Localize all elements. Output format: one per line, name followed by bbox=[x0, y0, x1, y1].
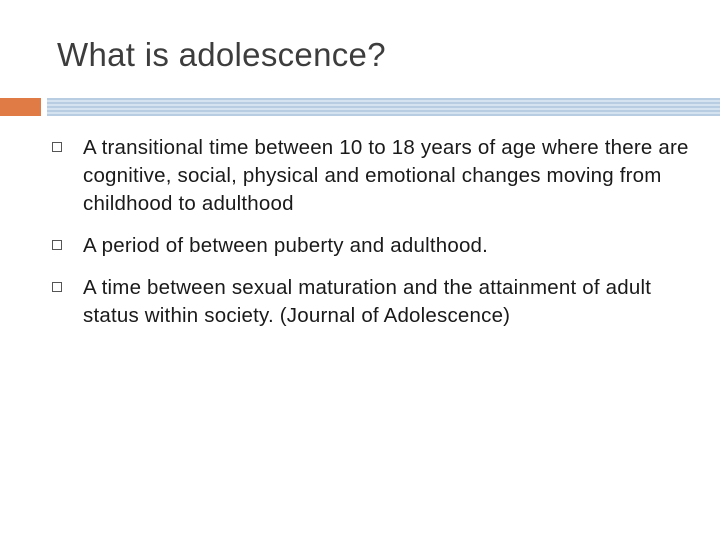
bullet-item bbox=[52, 274, 692, 330]
checkbox-square-icon bbox=[52, 142, 62, 152]
title-rule bbox=[47, 98, 720, 116]
bullet-text: A transitional time between 10 to 18 years of age where there are cognitive, social, physical and emotional changes moving from childhood to adulthood bbox=[83, 136, 689, 215]
bullet-text: A period of between puberty and adulthood. bbox=[83, 234, 489, 257]
checkbox-square-icon bbox=[52, 282, 62, 292]
accent-bar bbox=[0, 98, 41, 116]
slide-title: What is adolescence? bbox=[57, 36, 386, 73]
checkbox-square-icon bbox=[52, 240, 62, 250]
bullet-item bbox=[52, 134, 692, 218]
bullet-list bbox=[52, 134, 692, 344]
bullet-text: A time between sexual maturation and the attainment of adult status within society. (Journal of Adolescence) bbox=[83, 276, 652, 327]
bullet-item bbox=[52, 232, 692, 260]
